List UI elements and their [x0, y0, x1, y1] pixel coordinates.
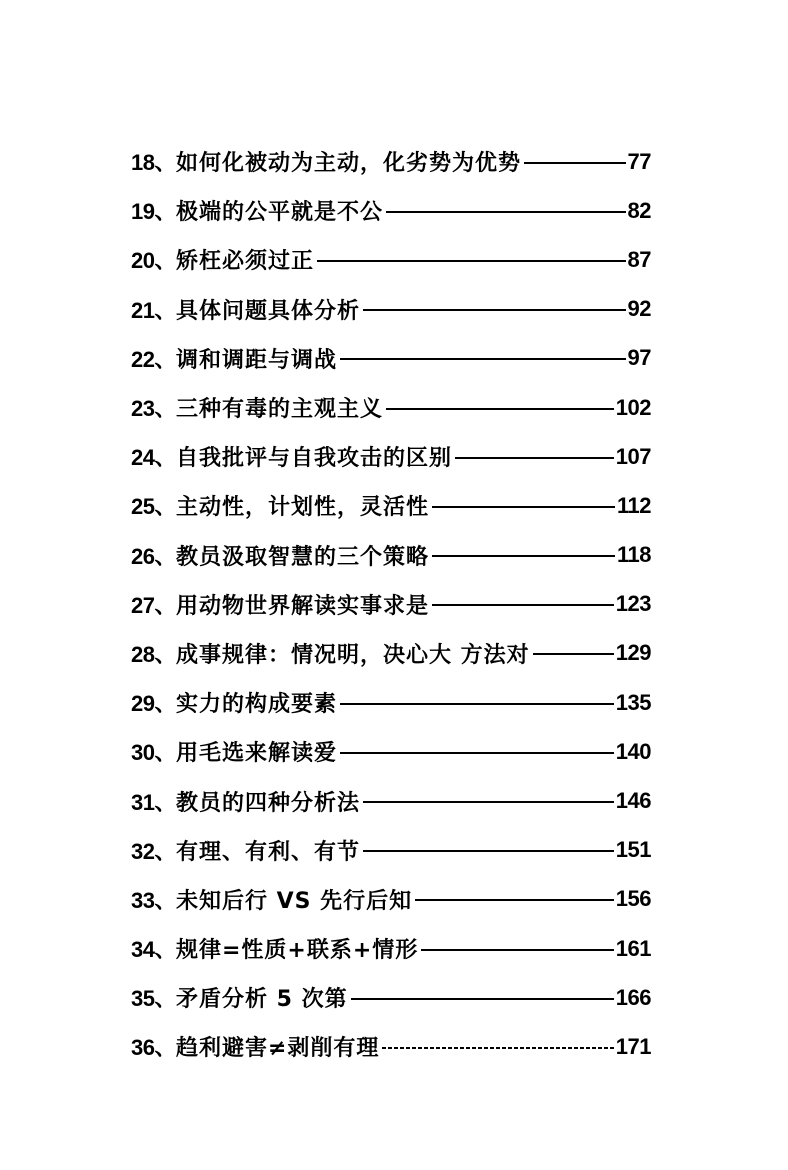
toc-entry-23 [131, 383, 651, 432]
entry-title: 用动物世界解读实事求是 [175, 593, 429, 619]
toc-entry-31 [131, 776, 651, 825]
entry-number: 29、 [131, 691, 176, 717]
entry-number: 23、 [131, 396, 176, 422]
leader-line [386, 211, 626, 213]
leader-line [340, 703, 614, 705]
entry-title: 用毛选来解读爱 [175, 741, 337, 767]
entry-page-number: 77 [627, 148, 651, 174]
entry-number: 22、 [131, 346, 176, 372]
entry-page-number: 112 [617, 492, 651, 518]
entry-title: 具体问题具体分析 [175, 298, 360, 324]
entry-number: 26、 [131, 543, 176, 569]
leader-line [317, 260, 626, 262]
toc-entry-18 [131, 137, 651, 186]
toc-entry-34 [131, 924, 651, 973]
toc-entry-30 [131, 727, 651, 776]
entry-title: 矫枉必须过正 [175, 249, 314, 275]
entry-number: 21、 [131, 297, 176, 323]
entry-number: 27、 [131, 592, 176, 618]
toc-entry-19 [131, 186, 651, 235]
entry-number: 33、 [131, 887, 176, 913]
entry-page-number: 156 [615, 886, 651, 912]
entry-number: 35、 [131, 986, 176, 1012]
toc-entry-35 [131, 973, 651, 1022]
entry-page-number: 151 [615, 837, 651, 863]
entry-page-number: 129 [615, 640, 651, 666]
entry-title: 规律=性质+联系+情形 [175, 938, 419, 964]
toc-entry-33 [131, 875, 651, 924]
entry-title: 趋利避害≠剥削有理 [175, 1036, 380, 1062]
entry-number: 36、 [131, 1035, 176, 1061]
entry-title: 极端的公平就是不公 [175, 200, 383, 226]
entry-title: 主动性，计划性，灵活性 [175, 495, 429, 521]
entry-page-number: 82 [627, 197, 651, 223]
leader-line [524, 162, 626, 164]
entry-number: 31、 [131, 789, 176, 815]
toc-entry-36 [131, 1022, 651, 1071]
leader-line [415, 899, 614, 901]
toc-entry-28 [131, 629, 651, 678]
leader-line [363, 850, 614, 852]
entry-page-number: 87 [627, 246, 651, 272]
toc-entry-21 [131, 285, 651, 334]
toc-entry-32 [131, 826, 651, 875]
entry-number: 32、 [131, 838, 176, 864]
entry-page-number: 97 [627, 345, 651, 371]
entry-number: 24、 [131, 445, 176, 471]
entry-number: 28、 [131, 641, 176, 667]
entry-number: 18、 [131, 150, 176, 176]
entry-title: 成事规律：情况明，决心大 方法对 [175, 642, 530, 668]
entry-title: 三种有毒的主观主义 [175, 397, 383, 423]
entry-title: 矛盾分析 5 次第 [175, 987, 348, 1013]
entry-number: 30、 [131, 740, 176, 766]
entry-title: 自我批评与自我攻击的区别 [175, 446, 452, 472]
leader-line [455, 457, 614, 459]
entry-number: 34、 [131, 937, 176, 963]
entry-page-number: 146 [615, 788, 651, 814]
entry-title: 有理、有利、有节 [175, 839, 360, 865]
table-of-contents [131, 137, 651, 1072]
entry-page-number: 135 [615, 689, 651, 715]
entry-page-number: 140 [615, 738, 651, 764]
entry-page-number: 161 [615, 935, 651, 961]
leader-line [351, 998, 614, 1000]
entry-number: 25、 [131, 494, 176, 520]
entry-title: 教员的四种分析法 [175, 790, 360, 816]
entry-page-number: 107 [615, 443, 651, 469]
entry-number: 19、 [131, 199, 176, 225]
entry-page-number: 166 [615, 984, 651, 1010]
leader-line [432, 555, 615, 557]
entry-title: 调和调距与调战 [175, 347, 337, 373]
entry-page-number: 102 [615, 394, 651, 420]
entry-title: 实力的构成要素 [175, 692, 337, 718]
toc-entry-29 [131, 678, 651, 727]
leader-line [340, 752, 614, 754]
entry-page-number: 123 [615, 591, 651, 617]
entry-page-number: 171 [615, 1033, 651, 1059]
toc-entry-22 [131, 334, 651, 383]
entry-title: 教员汲取智慧的三个策略 [175, 544, 429, 570]
entry-page-number: 92 [627, 296, 651, 322]
leader-line [382, 1047, 613, 1049]
leader-line [363, 309, 626, 311]
toc-entry-24 [131, 432, 651, 481]
entry-page-number: 118 [617, 542, 651, 568]
leader-line [432, 604, 614, 606]
leader-line [386, 408, 614, 410]
leader-line [421, 949, 613, 951]
entry-title: 如何化被动为主动，化劣势为优势 [175, 151, 521, 177]
leader-line [533, 653, 614, 655]
leader-line [432, 506, 615, 508]
entry-title: 未知后行 VS 先行后知 [175, 888, 413, 914]
entry-number: 20、 [131, 248, 176, 274]
toc-entry-26 [131, 531, 651, 580]
leader-line [340, 358, 626, 360]
toc-entry-25 [131, 481, 651, 530]
toc-entry-20 [131, 235, 651, 284]
leader-line [363, 801, 614, 803]
toc-entry-27 [131, 580, 651, 629]
